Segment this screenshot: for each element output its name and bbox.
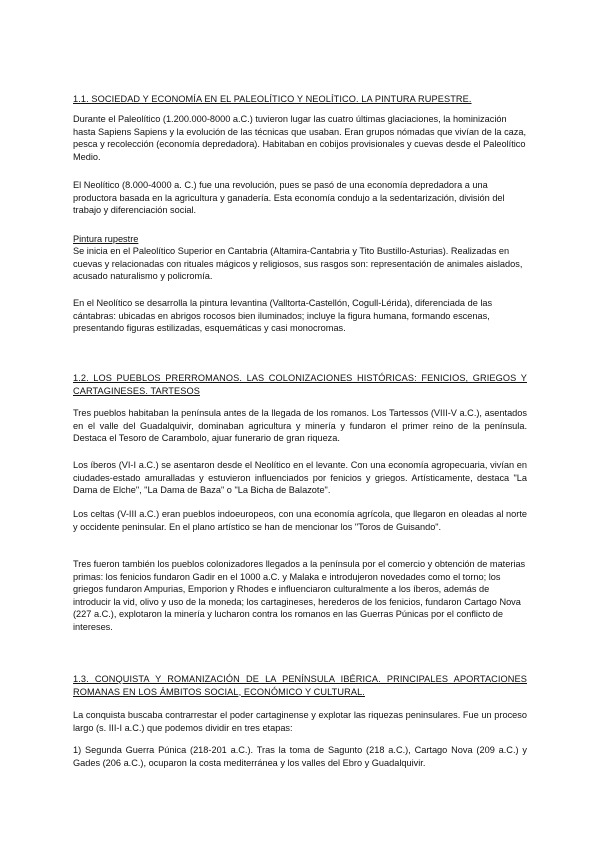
paragraph-segunda-guerra-punica: 1) Segunda Guerra Púnica (218-201 a.C.). Tras la toma de Sagunto (218 a.C.), Cartago Nova (209 a.C.) y Gades (206 a.C.), ocuparon la costa mediterránea y los valles del Ebro y Guadalquivir. [73, 745, 527, 768]
section-heading-1-2: 1.2. LOS PUEBLOS PRERROMANOS. LAS COLONIZACIONES HISTÓRICAS: FENICIOS, GRIEGOS Y CARTAGINESES. TARTESOS [73, 373, 527, 396]
paragraph-celtas: Los celtas (V-III a.C.) eran pueblos indoeuropeos, con una economía agrícola, que llegaron en oleadas al norte y occidente peninsular. En el plano artístico se han de mencionar los "Toros de Guisando". [73, 509, 527, 532]
section-heading-1-1: 1.1. SOCIEDAD Y ECONOMÍA EN EL PALEOLÍTICO Y NEOLÍTICO. LA PINTURA RUPESTRE. [73, 94, 472, 104]
subheading-pintura-rupestre: Pintura rupestre [73, 234, 139, 244]
paragraph-conquista: La conquista buscaba contrarrestar el poder cartaginense y explotar las riquezas peninsulares. Fue un proceso largo (s. III-I a.C.) que podemos dividir en tres etapas: [73, 710, 527, 733]
paragraph-iberos: Los íberos (VI-I a.C.) se asentaron desde el Neolítico en el levante. Con una economía agropecuaria, vivían en ciudades-estado amuralladas y estuvieron influenciados por fenicios y griegos. Artísticamente, destaca "La Dama de Elche", "La Dama de Baza" o "La Bicha de Balazote". [73, 460, 527, 496]
paragraph-tartessos: Tres pueblos habitaban la península antes de la llegada de los romanos. Los Tartessos (VIII-V a.C.), asentados en el valle del Guadalquivir, dominaban agricultura y minería y fundaron el primer reino de la península. Destaca el Tesoro de Carambolo, ajuar funerario de gran riqueza. [73, 408, 527, 444]
paragraph-colonizadores: Tres fueron también los pueblos colonizadores llegados a la península por el comercio y obtención de materias primas: los fenicios fundaron Gadir en el 1000 a.C. y Malaka e introdujeron novedades como el torno; los griegos fundaron Ampurias, Emporion y Rhodes e influenciaron culturalmente a los íberos, además de introducir la vid, olivo y uso de la moneda; los cartagineses, herederos de los fenicios, fundaron Cartago Nova (227 a.C.), explotaron la minería y lucharon contra los romanos en las Guerras Púnicas por el conflicto de intereses. [73, 559, 526, 632]
paragraph-neolitico: El Neolítico (8.000-4000 a. C.) fue una revolución, pues se pasó de una economía depredadora a una productora basada en la agricultura y ganadería. Esta economía condujo a la sedentarización, división del trabajo y diferenciación social. [73, 180, 505, 216]
paragraph-pintura-levantina: En el Neolítico se desarrolla la pintura levantina (Valltorta-Castellón, Cogull-Lérida), diferenciada de las cántabras: ubicadas en abrigos rocosos bien iluminados; incluye la figura humana, formando escenas, presentando figuras estilizadas, esquemáticas y casi monocromas. [73, 298, 493, 334]
section-heading-1-3: 1.3. CONQUISTA Y ROMANIZACIÓN DE LA PENÍNSULA IBÉRICA. PRINCIPALES APORTACIONES ROMANAS EN LOS ÁMBITOS SOCIAL, ECONÓMICO Y CULTURAL. [73, 674, 527, 697]
paragraph-paleolitico: Durante el Paleolítico (1.200.000-8000 a.C.) tuvieron lugar las cuatro últimas glaciaciones, la hominización hasta Sapiens Sapiens y la evolución de las técnicas que usaban. Eran grupos nómadas que vivían de la caza, pesca y recolección (economía depredadora). Habitaban en cobijos provisionales y cuevas desde el Paleolítico Medio. [73, 114, 527, 162]
paragraph-pintura-paleolitico: Se inicia en el Paleolítico Superior en Cantabria (Altamira-Cantabria y Tito Bustillo-Asturias). Realizadas en cuevas y relacionadas con rituales mágicos y religiosos, sus rasgos son: representación de animales aislados, acusado naturalismo y policromía. [73, 246, 523, 282]
